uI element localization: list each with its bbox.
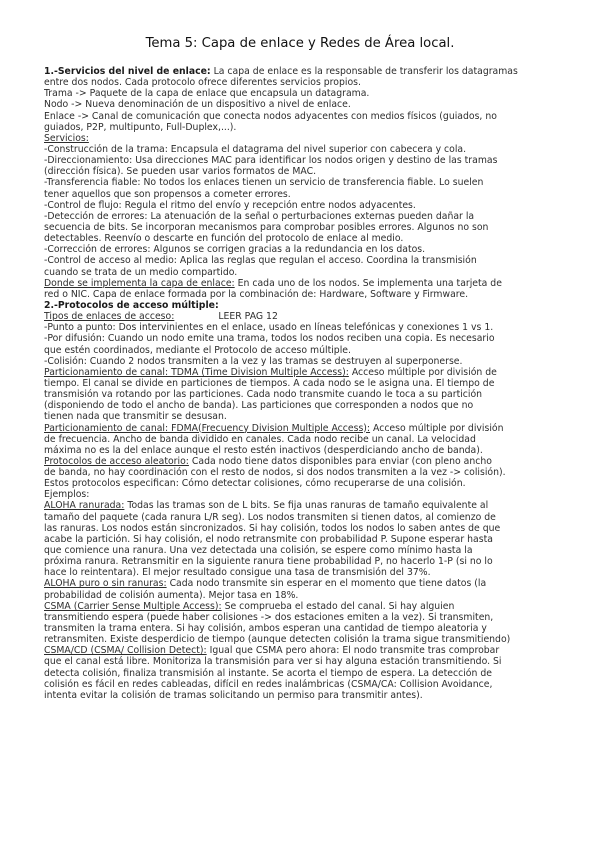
- text-line: [44, 177, 560, 188]
- underlined-term: Donde se implementa la capa de enlace:: [44, 277, 235, 289]
- text-line: [44, 445, 560, 456]
- text-line: [44, 211, 560, 222]
- text-line: [44, 545, 560, 556]
- text-run: Acceso múltiple por división de: [348, 366, 497, 378]
- text-run: tienen nada que transmitir se desusan.: [44, 411, 227, 423]
- text-line: [44, 222, 560, 233]
- text-run: -Control de flujo: Regula el ritmo del envío y recepción entre nodos adyacentes.: [44, 199, 416, 211]
- text-run: Acceso múltiple por división: [370, 422, 504, 434]
- text-run: Cada nodo tiene datos disponibles para enviar (con pleno ancho: [188, 455, 492, 467]
- text-run: Todas las tramas son de L bits. Se fija unas ranuras de tamaño equivalente al: [124, 500, 489, 512]
- text-line: [44, 668, 560, 679]
- text-line: [44, 411, 560, 422]
- text-line: [44, 679, 560, 690]
- text-run: guiados, P2P, multipunto, Full-Duplex,...).: [44, 121, 237, 133]
- text-line: [44, 166, 560, 177]
- text-run: detecta colisión, finaliza transmisión al instante. Se acorta el tiempo de espera. La detección de: [44, 667, 492, 679]
- text-run: próxima ranura. Retransmitir en la siguiente ranura tiene probabilidad P, no hacerlo 1-P (si no lo: [44, 556, 493, 568]
- text-run: -Control de acceso al medio: Aplica las reglas que regulan el acceso. Coordina la transmisión: [44, 255, 477, 267]
- text-line: [44, 278, 560, 289]
- text-line: [44, 133, 560, 144]
- text-line: [44, 144, 560, 155]
- text-line: [44, 267, 560, 278]
- text-run: -Punto a punto: Dos intervinientes en el enlace, usado en líneas telefónicas y conexiones 1 vs 1.: [44, 322, 494, 334]
- text-run: Nodo -> Nueva denominación de un dispositivo a nivel de enlace.: [44, 99, 351, 111]
- text-line: [44, 645, 560, 656]
- text-run: -Construcción de la trama: Encapsula el datagrama del nivel superior con cabecera y cola.: [44, 143, 467, 155]
- text-run: LEER PAG 12: [218, 311, 278, 323]
- text-run: Se comprueba el estado del canal. Si hay alguien: [221, 600, 455, 612]
- text-line: [44, 356, 560, 367]
- text-run: Igual que CSMA pero ahora: El nodo transmite tras comprobar: [206, 645, 500, 657]
- text-line: [44, 345, 560, 356]
- underlined-term: Particionamiento de canal: FDMA(Frecuency Division Multiple Access):: [44, 422, 371, 434]
- text-line: [44, 523, 560, 534]
- text-line: [44, 567, 560, 578]
- text-line: [44, 534, 560, 545]
- text-run: En cada uno de los nodos. Se implementa una tarjeta de: [234, 277, 502, 289]
- underlined-term: ALOHA puro o sin ranuras:: [44, 578, 167, 590]
- text-run: que comience una ranura. Una vez detectada una colisión, se espere como mínimo hasta la: [44, 545, 473, 557]
- text-line: [44, 300, 560, 311]
- text-run: Estos protocolos especifican: Cómo detectar colisiones, cómo recuperarse de una colisión.: [44, 478, 466, 490]
- underlined-term: CSMA (Carrier Sense Multiple Access):: [44, 600, 222, 612]
- text-run: que el canal está libre. Monitoriza la transmisión para ver si hay alguna estación transmitiendo. Si: [44, 656, 502, 668]
- text-run: hace lo reintentara). El mejor resultado consigue una tasa de transmisión del 37%.: [44, 567, 431, 579]
- text-line: [44, 656, 560, 667]
- document-body: [44, 66, 560, 701]
- text-line: [44, 322, 560, 333]
- text-line: [44, 99, 560, 110]
- text-run: detectables. Reenvío o descarte en función del protocolo de enlace al medio.: [44, 233, 404, 245]
- text-run: las ranuras. Los nodos están sincronizados. Si hay colisión, todos los nodos lo saben antes de que: [44, 522, 501, 534]
- text-run: (dirección física). Se pueden usar varios formatos de MAC.: [44, 166, 317, 178]
- text-line: [44, 400, 560, 411]
- text-run: tener aquellos que son propensos a cometer errores.: [44, 188, 291, 200]
- text-line: [44, 423, 560, 434]
- text-run: colisión es fácil en redes cableadas, difícil en redes inalámbricas (CSMA/CA: Collision Avoidance,: [44, 678, 493, 690]
- text-run: Trama -> Paquete de la capa de enlace que encapsula un datagrama.: [44, 88, 370, 100]
- text-run: -Transferencia fiable: No todos los enlaces tienen un servicio de transferencia fiable. Lo suelen: [44, 177, 484, 189]
- underlined-term: ALOHA ranurada:: [44, 500, 125, 512]
- text-line: [44, 500, 560, 511]
- text-line: [44, 456, 560, 467]
- text-run: Ejemplos:: [44, 489, 90, 501]
- text-line: [44, 155, 560, 166]
- text-run: La capa de enlace es la responsable de transferir los datagramas: [210, 66, 518, 77]
- text-line: [44, 634, 560, 645]
- underlined-term: CSMA/CD (CSMA/ Collision Detect):: [44, 645, 207, 657]
- text-line: [44, 122, 560, 133]
- text-run: que estén coordinados, mediante el Protocolo de acceso múltiple.: [44, 344, 351, 356]
- text-line: [44, 289, 560, 300]
- text-run: -Colisión: Cuando 2 nodos transmiten a la vez y las tramas se destruyen al superponerse.: [44, 355, 463, 367]
- text-line: [44, 556, 560, 567]
- section-heading: 1.-Servicios del nivel de enlace:: [44, 66, 211, 77]
- text-run: probabilidad de colisión aumenta). Mejor tasa en 18%.: [44, 589, 299, 601]
- text-run: entre dos nodos. Cada protocolo ofrece diferentes servicios propios.: [44, 77, 361, 89]
- underlined-term: Servicios:: [44, 132, 89, 144]
- text-run: -Detección de errores: La atenuación de la señal o perturbaciones externas pueden dañar la: [44, 210, 475, 222]
- text-line: [44, 77, 560, 88]
- text-line: [44, 601, 560, 612]
- text-run: red o NIC. Capa de enlace formada por la combinación de: Hardware, Software y Firmware.: [44, 288, 469, 300]
- text-run: cuando se trata de un medio compartido.: [44, 266, 238, 278]
- text-line: [44, 244, 560, 255]
- text-run: máxima no es la del enlace aunque el resto estén inactivos (desperdiciando ancho de banda).: [44, 444, 483, 456]
- text-line: [44, 623, 560, 634]
- text-run: tamaño del paquete (cada ranura L/R seg). Los nodos transmiten si tienen datos, al comienzo de: [44, 511, 496, 523]
- text-line: [44, 578, 560, 589]
- text-line: [44, 489, 560, 500]
- text-run: de banda, no hay coordinación con el resto de nodos, si dos nodos transmiten a la vez -> colisión).: [44, 467, 506, 479]
- text-run: transmitiendo espera (puede haber colisiones -> dos estaciones emiten a la vez). Si transmiten,: [44, 611, 494, 623]
- text-run: de frecuencia. Ancho de banda dividido en canales. Cada nodo recibe un canal. La velocidad: [44, 433, 476, 445]
- text-line: [44, 467, 560, 478]
- text-run: retransmiten. Existe desperdicio de tiempo (aunque detecten colisión la trama sigue transmitiendo): [44, 634, 511, 646]
- text-line: [44, 255, 560, 266]
- text-line: [44, 478, 560, 489]
- text-run: intenta evitar la colisión de tramas solicitando un permiso para transmitir antes).: [44, 689, 423, 701]
- text-run: transmisión va rotando por las particiones. Cada nodo transmite cuando le toca a su partición: [44, 389, 483, 401]
- text-run: acabe la partición. Si hay colisión, el nodo retransmite con probabilidad P. Supone esperar hasta: [44, 533, 493, 545]
- text-run: Cada nodo transmite sin esperar en el momento que tiene datos (la: [166, 578, 487, 590]
- text-line: [44, 389, 560, 400]
- underlined-term: Protocolos de acceso aleatorio:: [44, 455, 189, 467]
- section-heading: 2.-Protocolos de acceso múltiple:: [44, 299, 219, 311]
- text-line: [44, 612, 560, 623]
- text-run: -Direccionamiento: Usa direcciones MAC para identificar los nodos origen y destino de las tramas: [44, 155, 498, 167]
- text-run: tiempo. El canal se divide en particiones de tiempos. A cada nodo se le asigna una. El tiempo de: [44, 377, 495, 389]
- text-line: [44, 512, 560, 523]
- text-line: [44, 311, 560, 322]
- text-line: [44, 111, 560, 122]
- text-line: [44, 690, 560, 701]
- text-run: -Por difusión: Cuando un nodo emite una trama, todos los nodos reciben una copia. Es necesario: [44, 333, 495, 345]
- text-line: [44, 367, 560, 378]
- text-line: [44, 200, 560, 211]
- text-line: [44, 590, 560, 601]
- text-line: [44, 88, 560, 99]
- text-run: (disponiendo de todo el ancho de banda). Las particiones que corresponden a nodos que no: [44, 400, 474, 412]
- text-line: [44, 189, 560, 200]
- underlined-term: Tipos de enlaces de acceso:: [44, 311, 175, 323]
- text-line: [44, 378, 560, 389]
- underlined-term: Particionamiento de canal: TDMA (Time Division Multiple Access):: [44, 366, 349, 378]
- text-line: [44, 333, 560, 344]
- text-line: [44, 434, 560, 445]
- text-run: transmiten la trama entera. Si hay colisión, ambos esperan una cantidad de tiempo aleatoria y: [44, 623, 487, 635]
- text-run: Enlace -> Canal de comunicación que conecta nodos adyacentes con medios físicos (guiados, no: [44, 110, 497, 122]
- text-line: [44, 233, 560, 244]
- text-run: -Corrección de errores: Algunos se corrigen gracias a la redundancia en los datos.: [44, 244, 426, 256]
- document-title: Tema 5: Capa de enlace y Redes de Área local.: [145, 36, 455, 51]
- text-run: secuencia de bits. Se incorporan mecanismos para comprobar posibles errores. Algunos no son: [44, 221, 489, 233]
- text-line: [44, 66, 560, 77]
